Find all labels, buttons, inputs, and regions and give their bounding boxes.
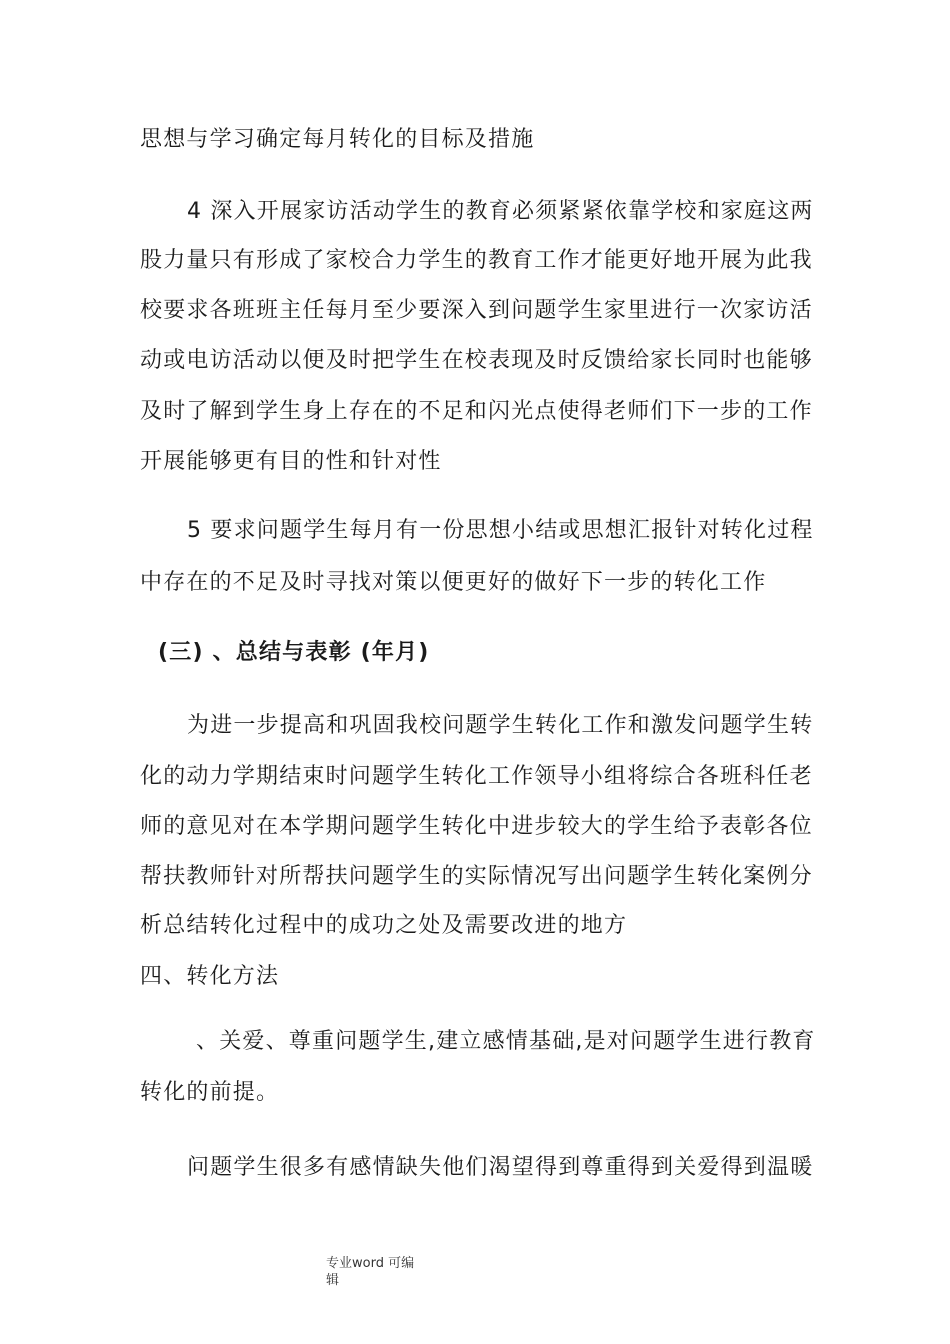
- paragraph-line: 5 要求问题学生每月有一份思想小结或思想汇报针对转化过程: [187, 518, 814, 543]
- footer-text: 辑: [326, 1273, 340, 1288]
- paragraph-line: 股力量只有形成了家校合力学生的教育工作才能更好地开展为此我: [140, 248, 813, 273]
- paragraph-line: 师的意见对在本学期问题学生转化中进步较大的学生给予表彰各位: [140, 814, 813, 839]
- paragraph-line: 思想与学习确定每月转化的目标及措施: [140, 127, 535, 152]
- paragraph-line: 帮扶教师针对所帮扶问题学生的实际情况写出问题学生转化案例分: [140, 864, 813, 889]
- paragraph-line: 转化的前提。: [140, 1080, 280, 1105]
- paragraph-line: 及时了解到学生身上存在的不足和闪光点使得老师们下一步的工作: [140, 399, 813, 424]
- paragraph-line: 、关爱、尊重问题学生,建立感情基础,是对问题学生进行教育: [196, 1029, 816, 1054]
- paragraph-line: 中存在的不足及时寻找对策以便更好的做好下一步的转化工作: [140, 570, 767, 595]
- paragraph-line: 为进一步提高和巩固我校问题学生转化工作和激发问题学生转: [187, 713, 814, 738]
- paragraph-line: 动或电访活动以便及时把学生在校表现及时反馈给家长同时也能够: [140, 348, 813, 373]
- paragraph-line: 化的动力学期结束时问题学生转化工作领导小组将综合各班科任老: [140, 764, 813, 789]
- paragraph-line: 开展能够更有目的性和针对性: [140, 449, 442, 474]
- paragraph-line: 析总结转化过程中的成功之处及需要改进的地方: [140, 913, 628, 938]
- paragraph-line: 校要求各班班主任每月至少要深入到问题学生家里进行一次家访活: [140, 298, 813, 323]
- section-heading: (三) 、总结与表彰 (年月): [158, 640, 430, 665]
- footer-text: 专业word 可编: [326, 1256, 415, 1271]
- section-heading: 四、转化方法: [140, 964, 280, 989]
- paragraph-line: 4 深入开展家访活动学生的教育必须紧紧依靠学校和家庭这两: [187, 199, 814, 224]
- paragraph-line: 问题学生很多有感情缺失他们渴望得到尊重得到关爱得到温暖: [187, 1155, 814, 1180]
